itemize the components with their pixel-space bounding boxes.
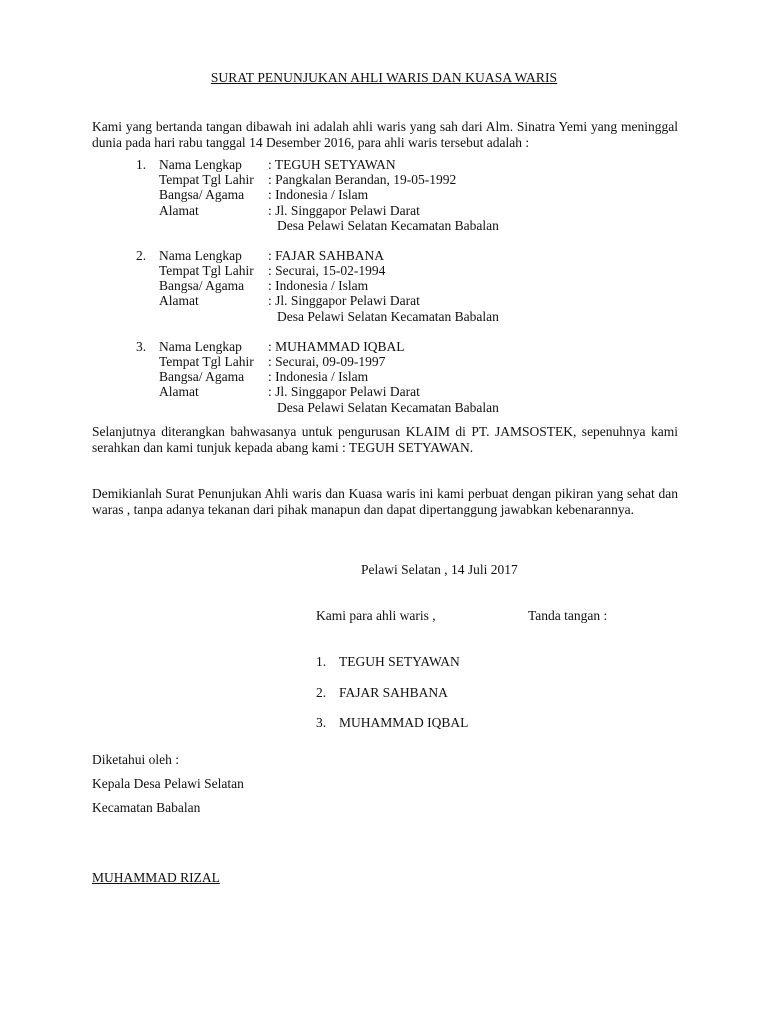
closing-paragraph: Demikianlah Surat Penunjukan Ahli waris dan Kuasa waris ini kami perbuat dengan pikiran yang sehat dan waras , tanpa adanya tekanan dari pihak manapun dan dapat dipertanggung jawabkan kebenarannya. [92, 486, 678, 517]
label-nama: Nama Lengkap [159, 339, 242, 354]
heir-number: 3. [136, 339, 147, 354]
label-nama: Nama Lengkap [159, 157, 242, 172]
official-name: MUHAMMAD RIZAL [92, 870, 220, 885]
heir-number: 1. [136, 157, 147, 172]
label-alamat: Alamat [159, 384, 199, 399]
value-alamat-line1: : Jl. Singgapor Pelawi Darat [268, 384, 420, 399]
intro-paragraph: Kami yang bertanda tangan dibawah ini adalah ahli waris yang sah dari Alm. Sinatra Yemi yang meninggal dunia pada hari rabu tanggal 14 Desember 2016, para ahli waris tersebut adalah : [92, 119, 678, 150]
label-agama: Bangsa/ Agama [159, 278, 245, 293]
label-ttl: Tempat Tgl Lahir [159, 263, 254, 278]
known-by: Diketahui oleh : [92, 752, 179, 767]
heir-number: 2. [136, 248, 147, 263]
label-alamat: Alamat [159, 293, 199, 308]
label-ttl: Tempat Tgl Lahir [159, 172, 254, 187]
label-alamat: Alamat [159, 203, 199, 218]
signature-label: Tanda tangan : [528, 608, 608, 623]
signer-name: TEGUH SETYAWAN [339, 654, 460, 669]
label-agama: Bangsa/ Agama [159, 187, 245, 202]
signer-number: 3. [316, 715, 327, 730]
place-date: Pelawi Selatan , 14 Juli 2017 [361, 562, 518, 577]
signer-number: 1. [316, 654, 327, 669]
label-nama: Nama Lengkap [159, 248, 242, 263]
heirs-label: Kami para ahli waris , [316, 608, 436, 623]
value-alamat-line1: : Jl. Singgapor Pelawi Darat [268, 203, 420, 218]
district: Kecamatan Babalan [92, 800, 201, 815]
value-agama: : Indonesia / Islam [268, 369, 369, 384]
value-ttl: : Securai, 15-02-1994 [268, 263, 386, 278]
signer-name: FAJAR SAHBANA [339, 685, 448, 700]
value-alamat-line2: Desa Pelawi Selatan Kecamatan Babalan [277, 309, 499, 324]
value-alamat-line2: Desa Pelawi Selatan Kecamatan Babalan [277, 218, 499, 233]
label-ttl: Tempat Tgl Lahir [159, 354, 254, 369]
signer-number: 2. [316, 685, 327, 700]
value-alamat-line1: : Jl. Singgapor Pelawi Darat [268, 293, 420, 308]
value-ttl: : Securai, 09-09-1997 [268, 354, 386, 369]
value-nama: : MUHAMMAD IQBAL [268, 339, 405, 354]
value-ttl: : Pangkalan Berandan, 19-05-1992 [268, 172, 457, 187]
official-title: Kepala Desa Pelawi Selatan [92, 776, 244, 791]
document-title: SURAT PENUNJUKAN AHLI WARIS DAN KUASA WARIS [210, 70, 558, 85]
value-agama: : Indonesia / Islam [268, 278, 369, 293]
claim-paragraph: Selanjutnya diterangkan bahwasanya untuk pengurusan KLAIM di PT. JAMSOSTEK, sepenuhnya kami serahkan dan kami tunjuk kepada abang kami : TEGUH SETYAWAN. [92, 424, 678, 455]
value-nama: : FAJAR SAHBANA [268, 248, 385, 263]
value-nama: : TEGUH SETYAWAN [268, 157, 396, 172]
label-agama: Bangsa/ Agama [159, 369, 245, 384]
value-agama: : Indonesia / Islam [268, 187, 369, 202]
signer-name: MUHAMMAD IQBAL [339, 715, 469, 730]
value-alamat-line2: Desa Pelawi Selatan Kecamatan Babalan [277, 400, 499, 415]
